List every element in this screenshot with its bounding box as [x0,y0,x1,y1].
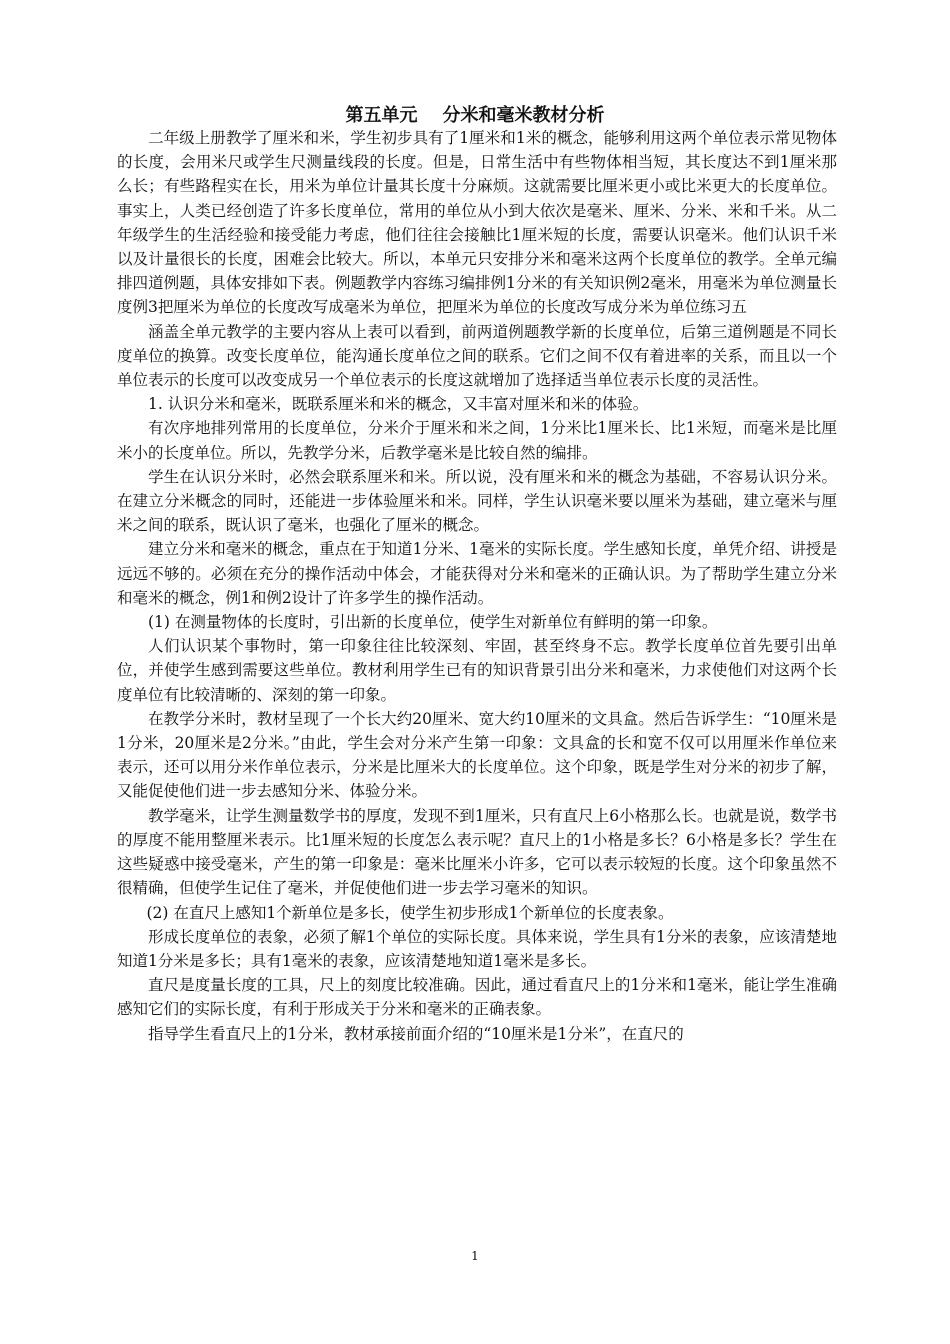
paragraph-length-image: 形成长度单位的表象，必须了解1个单位的实际长度。具体来说，学生具有1分米的表象，应该清楚地知道1分米是多长；具有1毫米的表象，应该清楚地知道1毫米是多长。 [117,927,837,970]
paragraph-decimeter-teaching: 在教学分米时，教材呈现了一个长大约20厘米、宽大约10厘米的文具盒。然后告诉学生：“10厘米是1分米，20厘米是2分米。”由此，学生会对分米产生第一印象：文具盒的长和宽不仅可以用厘米作单位来表示，还可以用分米作单位表示，分米是比厘米大的长度单位。这个印象，既是学生对分米的初步了解，又能促使他们进一步去感知分米、体验分米。 [117,709,837,801]
paragraph-ruler: 直尺是度量长度的工具，尺上的刻度比较准确。因此，通过看直尺上的1分米和1毫米，能让学生准确感知它们的实际长度，有利于形成关于分米和毫米的正确表象。 [117,976,837,1019]
paragraph-subheading-1: (1) 在测量物体的长度时，引出新的长度单位，使学生对新单位有鲜明的第一印象。 [148,613,718,632]
paragraph-intro: 二年级上册教学了厘米和米，学生初步具有了1厘米和1米的概念，能够利用这两个单位表示常见物体的长度，会用米尺或学生尺测量线段的长度。但是，日常生活中有些物体相当短，其长度达不到1厘米那么长；有些路程实在长，用米为单位计量其长度十分麻烦。这就需要比厘米更小或比米更大的长度单位。事实上，人类已经创造了许多长度单位，常用的单位从小到大依次是毫米、厘米、分米、米和千米。从二年级学生的生活经验和接受能力考虑，他们往往会接触比1厘米短的长度，需要认识毫米。他们认识千米以及计量很长的长度，困难会比较大。所以，本单元只安排分米和毫米这两个长度单位的教学。全单元编排四道例题，具体安排如下表。例题教学内容练习编排例1分米的有关知识例2毫米，用毫米为单位测量长度例3把厘米为单位的长度改写成毫米为单位，把厘米为单位的长度改写成分米为单位练习五 [117,129,837,317]
paragraph-overview: 涵盖全单元教学的主要内容从上表可以看到，前两道例题教学新的长度单位，后第三道例题是不同长度单位的换算。改变长度单位，能沟通长度单位之间的联系。它们之间不仅有着进率的关系，而且以一个单位表示的长度可以改变成另一个单位表示的长度这就增加了选择适当单位表示长度的灵活性。 [117,322,837,390]
paragraph-heading-1: 1. 认识分米和毫米，既联系厘米和米的概念，又丰富对厘米和米的体验。 [148,395,649,414]
paragraph-unit-order: 有次序地排列常用的长度单位，分米介于厘米和米之间，1分米比1厘米长、比1米短，而毫米是比厘米小的长度单位。所以，先教学分米，后教学毫米是比较自然的编排。 [117,419,837,462]
page-number: 1 [471,1249,479,1263]
page-title: 第五单元 分米和毫米教材分析 [345,105,605,126]
paragraph-first-impression: 人们认识某个事物时，第一印象往往比较深刻、牢固，甚至终身不忘。教学长度单位首先要引出单位，并使学生感到需要这些单位。教材利用学生已有的知识背景引出分米和毫米，力求使他们对这两个长度单位有比较清晰的、深刻的第一印象。 [117,637,837,704]
document-body [117,126,837,1046]
paragraph-concept-building: 建立分米和毫米的概念，重点在于知道1分米、1毫米的实际长度。学生感知长度，单凭介绍、讲授是远远不够的。必须在充分的操作活动中体会，才能获得对分米和毫米的正确认识。为了帮助学生建立分米和毫米的概念，例1和例2设计了许多学生的操作活动。 [117,540,837,607]
paragraph-subheading-2: (2) 在直尺上感知1个新单位是多长，使学生初步形成1个新单位的长度表象。 [146,903,674,922]
paragraph-ruler-guidance: 指导学生看直尺上的1分米，教材承接前面介绍的“10厘米是1分米”，在直尺的 [148,1024,684,1043]
paragraph-millimeter-teaching: 教学毫米，让学生测量数学书的厚度，发现不到1厘米，只有直尺上6小格那么长。也就是说，数学书的厚度不能用整厘米表示。比1厘米短的长度怎么表示呢？直尺上的1小格是多长？6小格是多长？学生在这些疑惑中接受毫米，产生的第一印象是：毫米比厘米小许多，它可以表示较短的长度。这个印象虽然不很精确，但使学生记住了毫米，并促使他们进一步去学习毫米的知识。 [117,806,837,898]
paragraph-decimeter-basis: 学生在认识分米时，必然会联系厘米和米。所以说，没有厘米和米的概念为基础，不容易认识分米。在建立分米概念的同时，还能进一步体验厘米和米。同样，学生认识毫米要以厘米为基础，建立毫米与厘米之间的联系，既认识了毫米，也强化了厘米的概念。 [117,467,837,535]
